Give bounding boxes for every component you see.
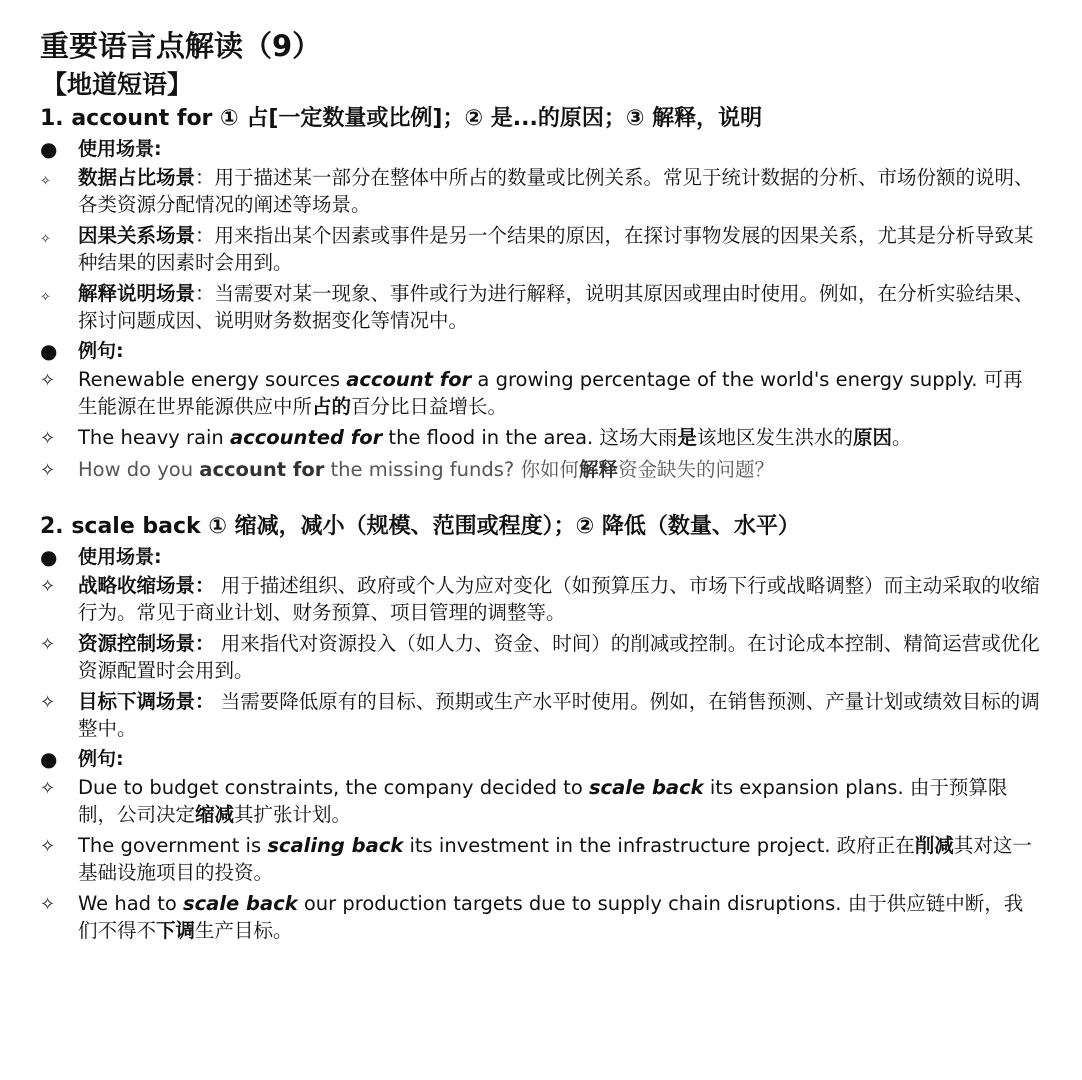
example-text: The government is <box>78 834 268 857</box>
usage-text: ：用于描述某一部分在整体中所占的数量或比例关系。常见于统计数据的分析、市场份额的说明、各类资源分配情况的阐述等场景。 <box>78 166 1034 216</box>
example-text: How do you <box>78 458 200 481</box>
diamond-icon: ✧ <box>40 174 51 189</box>
example-text: the flood in the area. 这场大雨 <box>382 426 678 449</box>
usage-bullet <box>40 544 1042 570</box>
phrase-keyword: scale back <box>183 892 298 915</box>
usage-item <box>40 222 1042 276</box>
usage-item <box>40 280 1042 334</box>
usage-term: 数据占比场景 <box>78 166 196 189</box>
section-scale-back <box>40 512 1042 944</box>
example-item <box>40 424 1042 452</box>
usage-text: 当需要降低原有的目标、预期或生产水平时使用。例如，在销售预测、产量计划或绩效目标的调整中。 <box>78 690 1040 740</box>
bullet-dot-icon: ● <box>40 545 58 569</box>
bullet-dot-icon: ● <box>40 747 58 771</box>
usage-term: 战略收缩场景： <box>78 574 215 597</box>
example-text: Renewable energy sources <box>78 368 347 391</box>
translation-keyword: 缩减 <box>195 803 235 826</box>
page-title: 重要语言点解读（9） <box>40 29 322 63</box>
diamond-icon: ✧ <box>40 576 56 597</box>
translation-keyword: 原因 <box>852 426 892 449</box>
diamond-icon: ✧ <box>40 428 56 449</box>
usage-text: 用来指代对资源投入（如人力、资金、时间）的削减或控制。在讨论成本控制、精简运营或优化资源配置时会用到。 <box>78 632 1040 682</box>
usage-bullet <box>40 136 1042 162</box>
diamond-icon: ✧ <box>40 836 56 857</box>
section-account-for <box>40 104 1042 484</box>
diamond-icon: ✧ <box>40 894 56 915</box>
diamond-icon: ✧ <box>40 290 51 305</box>
example-text: our production targets due to supply chain disruptions. 由于供应链中断，我们不得不 <box>78 892 1024 942</box>
example-text: 其扩张计划。 <box>234 803 352 826</box>
example-text: the missing funds? 你如何 <box>324 458 579 481</box>
bullet-dot-icon: ● <box>40 137 58 161</box>
diamond-icon: ✧ <box>40 460 56 481</box>
phrase-keyword: accounted for <box>230 426 383 449</box>
example-text: its investment in the infrastructure project. 政府正在 <box>403 834 915 857</box>
usage-term: 资源控制场景： <box>78 632 215 655</box>
diamond-icon: ✧ <box>40 778 56 799</box>
section-heading: 1. account for ① 占[一定数量或比例]；② 是...的原因；③ 解释，说明 <box>40 106 763 131</box>
translation-keyword: 削减 <box>914 834 954 857</box>
example-item <box>40 456 1042 484</box>
example-text: 其对这一基础设施项目的投资。 <box>78 834 1032 884</box>
usage-item <box>40 164 1042 218</box>
example-label: 例句: <box>78 340 124 362</box>
usage-text: ：用来指出某个因素或事件是另一个结果的原因，在探讨事物发展的因果关系，尤其是分析导致某种结果的因素时会用到。 <box>78 224 1034 274</box>
example-text: its expansion plans. 由于预算限制，公司决定 <box>78 776 1008 826</box>
usage-term: 因果关系场景 <box>78 224 196 247</box>
example-text: a growing percentage of the world's energy supply. 可再生能源在世界能源供应中所 <box>78 368 1023 418</box>
example-text: We had to <box>78 892 183 915</box>
usage-text: ：当需要对某一现象、事件或行为进行解释，说明其原因或理由时使用。例如，在分析实验结果、探讨问题成因、说明财务数据变化等情况中。 <box>78 282 1034 332</box>
example-text: 百分比日益增长。 <box>351 395 508 418</box>
phrase-keyword: account for <box>346 368 472 391</box>
usage-item <box>40 572 1042 626</box>
usage-text: 用于描述组织、政府或个人为应对变化（如预算压力、市场下行或战略调整）而主动采取的收缩行为。常见于商业计划、财务预算、项目管理的调整等。 <box>78 574 1040 624</box>
diamond-icon: ✧ <box>40 232 51 247</box>
phrase-keyword: account for <box>199 458 325 481</box>
usage-label: 使用场景: <box>78 546 162 568</box>
translation-keyword: 占的 <box>312 395 352 418</box>
example-item <box>40 890 1042 944</box>
usage-term: 目标下调场景： <box>78 690 215 713</box>
example-item <box>40 774 1042 828</box>
bullet-dot-icon: ● <box>40 339 58 363</box>
translation-keyword: 下调 <box>156 919 196 942</box>
usage-label: 使用场景: <box>78 138 162 160</box>
page-subtitle: 【地道短语】 <box>42 70 193 99</box>
diamond-icon: ✧ <box>40 634 56 655</box>
usage-item <box>40 630 1042 684</box>
example-text: 资金缺失的问题？ <box>618 458 775 481</box>
example-text: The heavy rain <box>78 426 230 449</box>
example-text: Due to budget constraints, the company decided to <box>78 776 589 799</box>
phrase-keyword: scaling back <box>267 834 404 857</box>
example-text: 。 <box>891 426 912 449</box>
diamond-icon: ✧ <box>40 370 56 391</box>
example-item <box>40 366 1042 420</box>
example-text: 该地区发生洪水的 <box>696 426 853 449</box>
phrase-keyword: scale back <box>588 776 704 799</box>
example-bullet <box>40 746 1042 772</box>
example-bullet <box>40 338 1042 364</box>
usage-term: 解释说明场景 <box>78 282 196 305</box>
translation-keyword: 是 <box>677 426 697 449</box>
diamond-icon: ✧ <box>40 692 56 713</box>
section-heading: 2. scale back ① 缩减，减小（规模、范围或程度）；② 降低（数量、水平） <box>40 514 800 539</box>
translation-keyword: 解释 <box>578 458 618 481</box>
example-item <box>40 832 1042 886</box>
example-label: 例句: <box>78 748 124 770</box>
example-text: 生产目标。 <box>195 919 293 942</box>
usage-item <box>40 688 1042 742</box>
